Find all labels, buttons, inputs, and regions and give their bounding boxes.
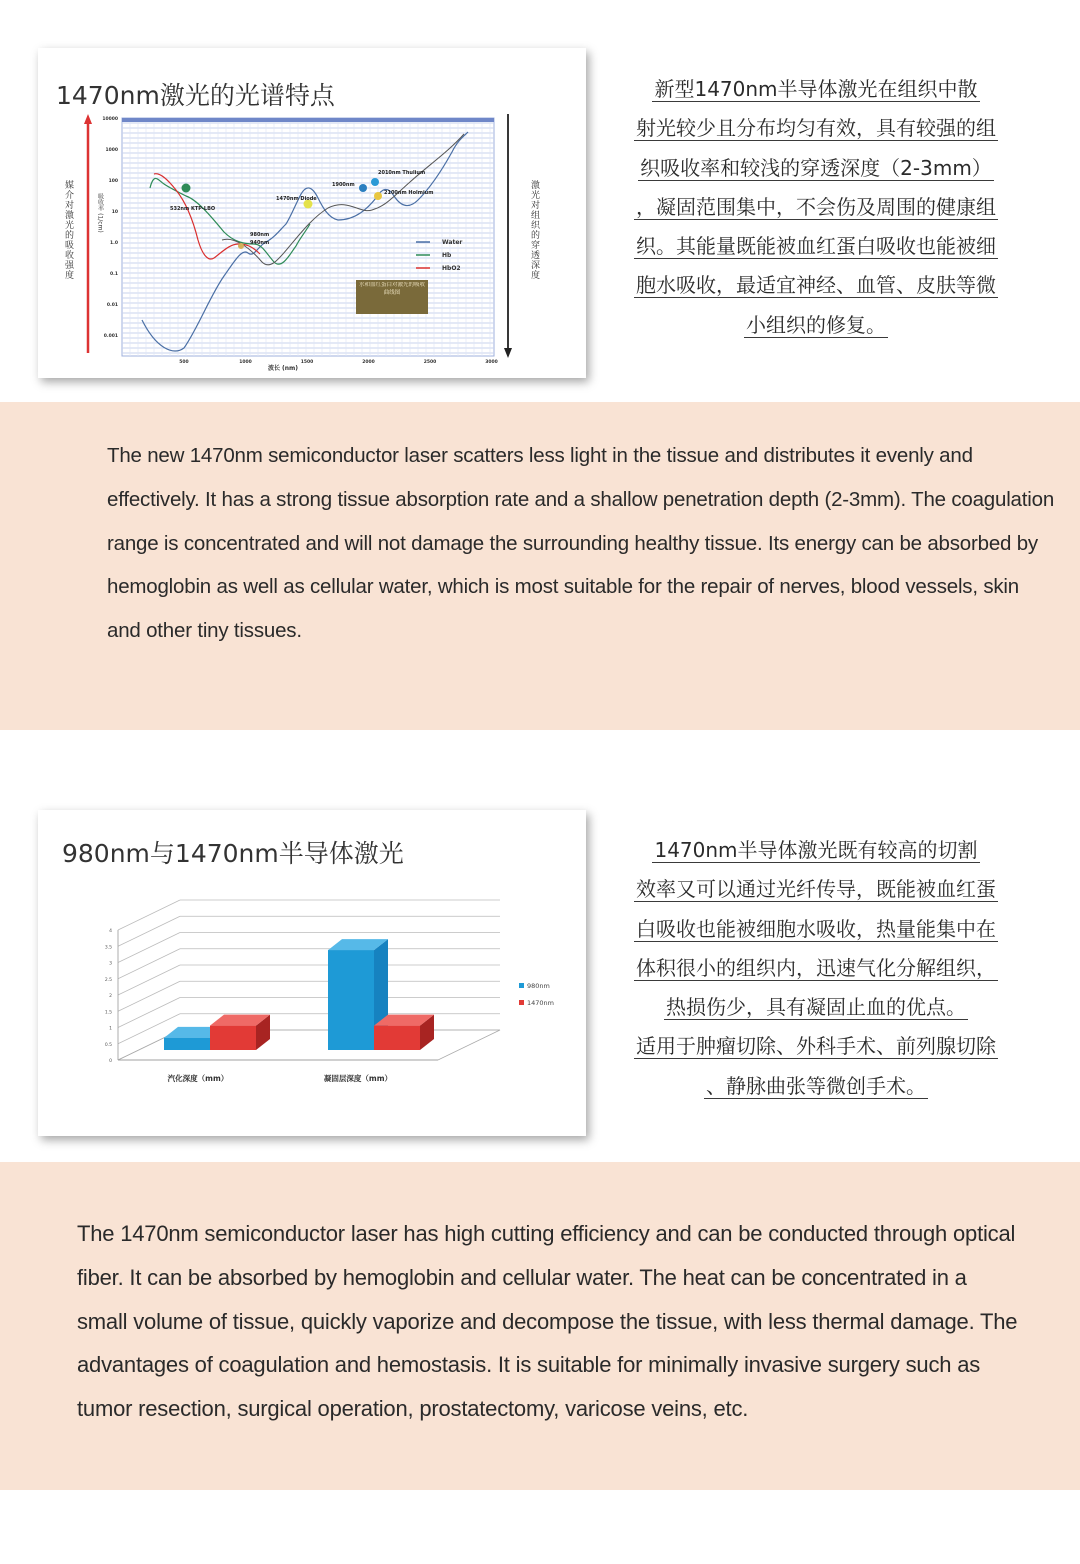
en-line: The new 1470nm semiconductor laser scatters less light in the tissue and distributes it evenly and	[107, 444, 973, 467]
comparison-chart-title: 980nm与1470nm半导体激光	[62, 839, 404, 868]
spectrum-grid	[122, 118, 494, 356]
marker-label-532nm: 532nm KTP-LBO	[170, 206, 216, 212]
zh-line: ，凝固范围集中，不会伤及周围的健康组	[636, 194, 996, 219]
en-line: and other tiny tissues.	[107, 619, 302, 643]
category-label-coagulation: 凝固层深度（mm）	[323, 1074, 393, 1083]
spectrum-x-tick: 3000	[485, 360, 498, 365]
left-axis-label: 媒介对激光的吸收强度	[63, 180, 73, 280]
en-line: small volume of tissue, quickly vaporize and decompose the tissue, with less thermal damage. The	[77, 1308, 1018, 1334]
marker-2100nm	[374, 192, 382, 200]
section1-english-text	[107, 434, 1054, 653]
bar-y-tick: 2.5	[104, 977, 112, 983]
section2-english-text	[77, 1212, 1017, 1431]
zh-line: 射光较少且分布均匀有效，具有较强的组	[636, 116, 996, 141]
spectrum-y-tick: 10000	[102, 117, 118, 122]
spectrum-chart	[38, 48, 586, 378]
x-axis-label: 波长 (nm)	[267, 365, 299, 372]
chart-caption: 水和血红蛋白对激光的吸收曲线图	[358, 282, 425, 296]
zh-line: 白吸收也能被细胞水吸收，热量能集中在	[636, 916, 996, 941]
en-line: range is concentrated and will not damage the surrounding healthy tissue. Its energy can be absorbed by	[107, 531, 1038, 555]
zh-line: 效率又可以通过光纤传导，既能被血红蛋	[636, 877, 996, 902]
spectrum-x-tick: 500	[179, 360, 189, 365]
bar-y-tick: 0.5	[104, 1042, 112, 1048]
spectrum-y-tick: 100	[108, 179, 118, 184]
category-label-vaporization: 汽化深度（mm）	[167, 1074, 229, 1083]
en-line: hemoglobin as well as cellular water, which is most suitable for the repair of nerves, blood vessels, skin	[107, 575, 1019, 599]
zh-line: 、静脉曲张等微创手术。	[706, 1073, 926, 1098]
spectrum-x-tick: 1500	[300, 360, 314, 365]
spectrum-chart-title: 1470nm激光的光谱特点	[56, 81, 335, 110]
y-axis-label: 吸收率 (1/cm)	[96, 193, 104, 233]
legend-hbo2: HbO2	[442, 265, 461, 272]
legend-1470nm: 1470nm	[527, 999, 554, 1007]
zh-line: 小组织的修复。	[746, 312, 886, 337]
spectrum-y-tick: 0.01	[106, 303, 118, 308]
bar-y-tick: 3	[109, 961, 112, 967]
spectrum-y-tick: 10	[111, 210, 118, 215]
spectrum-y-tick: 1000	[105, 148, 118, 153]
spectrum-x-tick: 1000	[239, 360, 252, 365]
marker-label-1470nm: 1470nm Diode	[276, 196, 317, 202]
zh-line: 织。其能量既能被血红蛋白吸收也能被细	[636, 234, 996, 259]
zh-line: 适用于肿瘤切除、外科手术、前列腺切除	[636, 1034, 996, 1059]
zh-line: 热损伤少，具有凝固止血的优点。	[666, 995, 966, 1020]
spectrum-x-tick: 2000	[362, 360, 375, 365]
en-line: The 1470nm semiconductor laser has high cutting efficiency and can be conducted through optical	[77, 1221, 1016, 1246]
zh-line: 体积很小的组织内，迅速气化分解组织，	[636, 955, 996, 980]
en-line: tumor resection, surgical operation, prostatectomy, varicose veins, etc.	[77, 1396, 749, 1422]
comparison-chart-card	[38, 810, 586, 1136]
bar-y-tick: 1	[109, 1026, 112, 1032]
spectrum-x-ticks	[179, 359, 497, 365]
legend-980nm: 980nm	[527, 982, 550, 990]
spectrum-y-tick: 1.0	[110, 241, 118, 246]
section1-chinese-text	[614, 70, 1018, 345]
bar-y-tick: 4	[109, 929, 112, 934]
bar-y-tick: 1.5	[104, 1010, 112, 1016]
legend-water: Water	[442, 239, 463, 246]
bar-y-tick: 2	[109, 994, 112, 999]
marker-label-980nm: 980nm	[250, 232, 270, 238]
comparison-bar-chart	[38, 810, 586, 1136]
zh-line: 1470nm半导体激光既有较高的切割	[654, 838, 978, 862]
marker-532nm	[182, 184, 191, 193]
spectrum-x-tick: 2500	[423, 360, 437, 365]
en-line: effectively. It has a strong tissue absorption rate and a shallow penetration depth (2-3mm). The coagulation	[107, 487, 1055, 511]
zh-line: 胞水吸收，最适宜神经、血管、皮肤等微	[636, 273, 996, 298]
bar-y-tick: 0	[109, 1059, 112, 1064]
marker-2010nm	[371, 178, 379, 186]
en-line: fiber. It can be absorbed by hemoglobin and cellular water. The heat can be concentrated in a	[77, 1264, 967, 1290]
marker-label-2010nm: 2010nm Thulium	[378, 170, 426, 176]
spectrum-y-tick: 0.001	[103, 334, 118, 339]
marker-label-2100nm: 2100nm Holmium	[384, 190, 434, 196]
marker-label-1900nm: 1900nm	[332, 182, 355, 188]
zh-line: 新型1470nm半导体激光在组织中散	[654, 77, 978, 101]
section2-chinese-text	[614, 831, 1018, 1106]
spectrum-y-tick: 0.1	[110, 272, 118, 277]
marker-1900nm	[359, 184, 367, 192]
marker-940nm	[238, 243, 244, 249]
bar-chart-bars	[164, 939, 434, 1050]
bar-1470nm-0	[210, 1015, 270, 1050]
en-line: advantages of coagulation and hemostasis. It is suitable for minimally invasive surgery such as	[77, 1352, 981, 1378]
spectrum-y-ticks	[102, 116, 118, 339]
bar-y-tick: 3.5	[104, 945, 112, 951]
marker-label-940nm: 940nm	[250, 240, 270, 246]
bar-1470nm-1	[374, 1015, 434, 1050]
legend-hb: Hb	[442, 252, 452, 259]
zh-line: 织吸收率和较浅的穿透深度（2-3mm）	[640, 155, 992, 180]
spectrum-chart-card	[38, 48, 586, 378]
bar-chart-y-ticks	[105, 928, 112, 1064]
right-axis-label: 激光对组织的穿透深度	[529, 180, 539, 280]
